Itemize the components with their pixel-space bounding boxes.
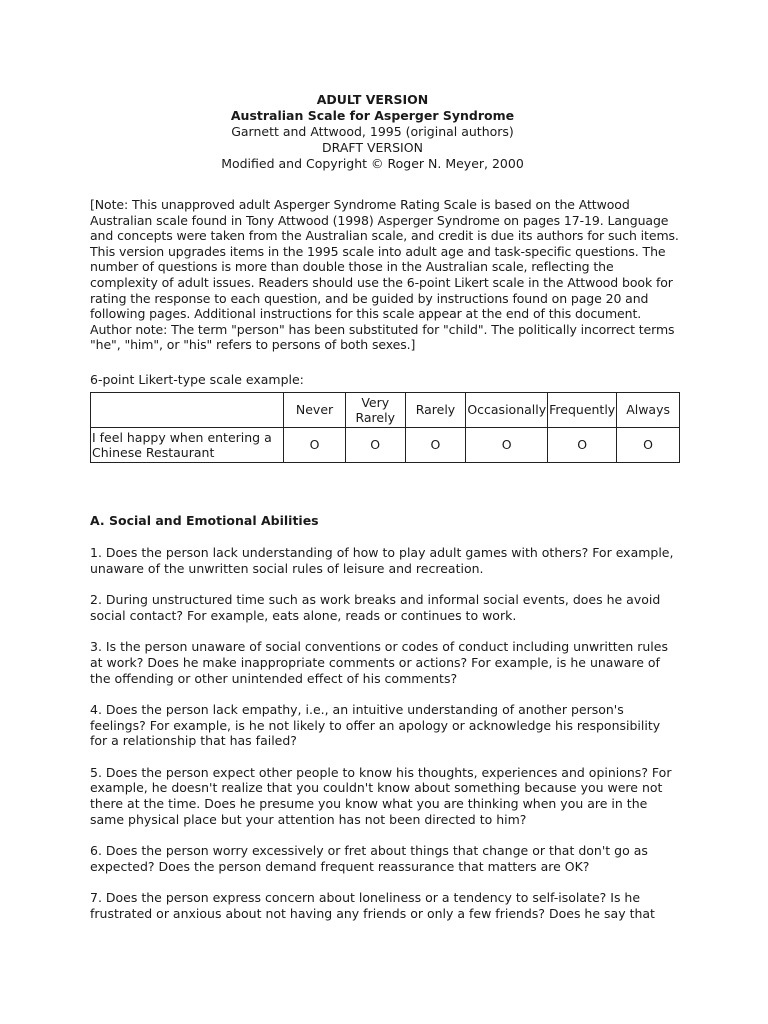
rating-mark: O bbox=[405, 427, 466, 462]
table-header-cell: Frequently bbox=[548, 392, 617, 427]
scale-caption: 6-point Likert-type scale example: bbox=[90, 371, 304, 387]
rating-mark: O bbox=[617, 427, 680, 462]
question-item: 2. During unstructured time such as work breaks and informal social events, does he avoid social contact? For example, eats alone, reads or continues to work. bbox=[90, 592, 661, 623]
likert-scale-table bbox=[90, 392, 680, 463]
question-item: 6. Does the person worry excessively or fret about things that change or that don't go as expected? Does the person demand frequent reassurance that matters are OK? bbox=[90, 843, 648, 874]
table-header-cell: Very Rarely bbox=[345, 392, 405, 427]
draft-label: DRAFT VERSION bbox=[322, 140, 423, 155]
question-item: 1. Does the person lack understanding of how to play adult games with others? For example, unaware of the unwritten social rules of leisure and recreation. bbox=[90, 544, 674, 576]
table-header-row bbox=[91, 392, 680, 427]
version-heading: ADULT VERSION bbox=[316, 92, 429, 107]
question-item: 4. Does the person lack empathy, i.e., an intuitive understanding of another person's feelings? For example, is he not likely to offer an apology or acknowledge his responsibility for a relationship that has failed? bbox=[90, 702, 661, 749]
document-header bbox=[65, 92, 680, 172]
document-page bbox=[90, 92, 680, 922]
table-header-cell: Never bbox=[284, 392, 346, 427]
table-header-empty-cell bbox=[91, 392, 284, 427]
table-header-cell: Always bbox=[617, 392, 680, 427]
rating-mark: O bbox=[466, 427, 548, 462]
rating-mark: O bbox=[345, 427, 405, 462]
rating-mark: O bbox=[548, 427, 617, 462]
section-title: A. Social and Emotional Abilities bbox=[90, 512, 319, 528]
author-note: [Note: This unapproved adult Asperger Syndrome Rating Scale is based on the Attwood Australian scale found in Tony Attwood (1998) Asperger Syndrome on pages 17-19. Language and concepts were taken from the Australian scale, and credit is due its authors for such items. This version upgrades items in the 1995 scale into adult age and task-specific questions. The number of questions is more than double those in the Australian scale, reflecting the complexity of adult issues. Readers should use the 6-point Likert scale in the Attwood book for rating the response to each question, and be guided by instructions found on page 20 and following pages. Additional instructions for this scale appear at the end of this document. Author note: The term "person" has been substituted for "child". The politically incorrect terms "he", "him", or "his" refers to persons of both sexes.] bbox=[90, 197, 679, 353]
table-header-cell: Rarely bbox=[405, 392, 466, 427]
copyright-line: Modified and Copyright © Roger N. Meyer, 2000 bbox=[221, 156, 524, 171]
question-item: 3. Is the person unaware of social conventions or codes of conduct including unwritten rules at work? Does he make inappropriate comments or actions? For example, is he unaware of the offending or other unintended effect of his comments? bbox=[90, 639, 668, 686]
original-authors: Garnett and Attwood, 1995 (original authors) bbox=[231, 124, 514, 139]
table-header-cell: Occasionally bbox=[466, 392, 548, 427]
scale-title: Australian Scale for Asperger Syndrome bbox=[230, 108, 515, 123]
question-item: 5. Does the person expect other people to know his thoughts, experiences and opinions? For example, he doesn't realize that you couldn't know about something because you were not there at the time. Does he presume you know what you are thinking when you are in the same physical place but your attention has not been directed to him? bbox=[90, 764, 672, 827]
table-row bbox=[91, 427, 680, 462]
rating-mark: O bbox=[284, 427, 346, 462]
question-item: 7. Does the person express concern about loneliness or a tendency to self-isolate? Is he frustrated or anxious about not having any friends or only a few friends? Does he say that bbox=[90, 890, 655, 922]
example-item-cell: I feel happy when entering a Chinese Restaurant bbox=[91, 427, 284, 462]
